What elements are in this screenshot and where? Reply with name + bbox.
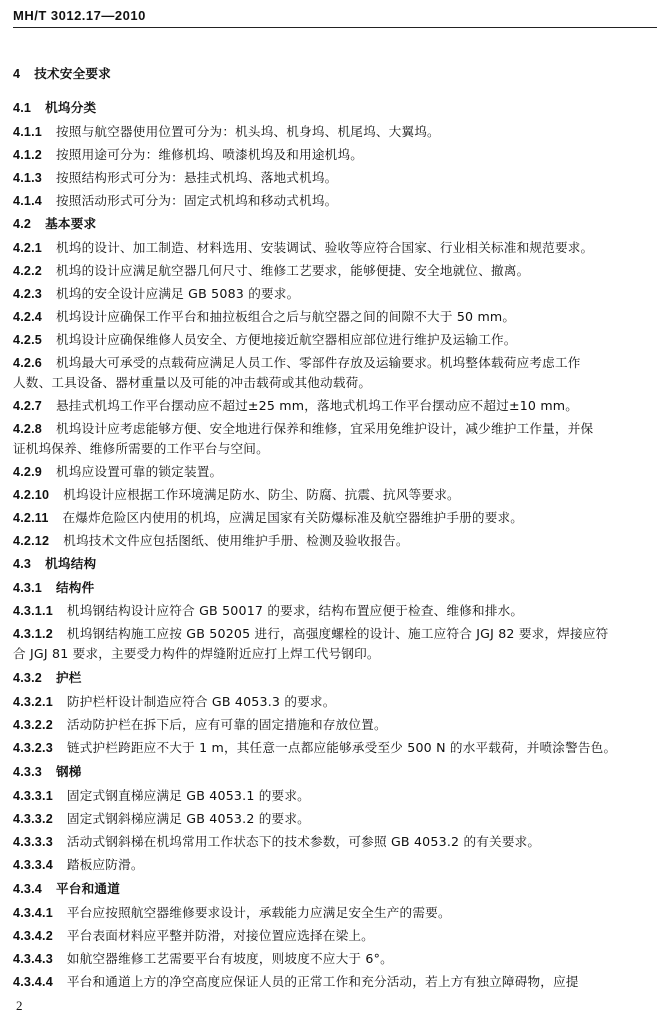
clause-text: 按照用途可分为：维修机坞、喷漆机坞及和用途机坞。 bbox=[56, 147, 364, 162]
clause-text: 机坞的设计、加工制造、材料选用、安装调试、验收等应符合国家、行业相关标准和规范要求。 bbox=[56, 240, 594, 255]
section-heading bbox=[13, 881, 658, 897]
clause-text: 机坞设计应考虑能够方便、安全地进行保养和维修，宜采用免维护设计，减少维护工作量，并保 bbox=[56, 421, 594, 436]
section-heading bbox=[13, 670, 658, 686]
clause-line bbox=[13, 332, 658, 348]
clause-line bbox=[13, 834, 658, 850]
clause-text: 机坞分类 bbox=[45, 100, 97, 115]
clause-text: 活动式钢斜梯在机坞常用工作状态下的技术参数，可参照 GB 4053.2 的有关要求。 bbox=[66, 834, 541, 849]
page-number: 2 bbox=[16, 998, 23, 1013]
clause-text: 链式护栏跨距应不大于 1 m，其任意一点都应能够承受至少 500 N 的水平载荷，并喷涂警告色。 bbox=[66, 740, 617, 755]
clause-text: 人数、工具设备、器材重量以及可能的冲击载荷或其他动载荷。 bbox=[13, 375, 372, 390]
clause-line bbox=[13, 464, 658, 480]
clause-number: 4.3.3.4 bbox=[13, 858, 53, 872]
clause-number: 4.3.4.4 bbox=[13, 975, 53, 989]
clause-number: 4.2.1 bbox=[13, 241, 43, 255]
clause-text: 如航空器维修工艺需要平台有坡度，则坡度不应大于 6°。 bbox=[66, 951, 393, 966]
clause-line bbox=[13, 240, 658, 256]
clause-number: 4.2 bbox=[13, 217, 32, 231]
clause-text: 平台应按照航空器维修要求设计，承载能力应满足安全生产的需要。 bbox=[66, 905, 451, 920]
clause-text: 机坞钢结构设计应符合 GB 50017 的要求，结构布置应便于检查、维修和排水。 bbox=[66, 603, 524, 618]
clause-text: 踏板应防滑。 bbox=[66, 857, 144, 872]
clause-text: 机坞的安全设计应满足 GB 5083 的要求。 bbox=[56, 286, 300, 301]
clause-text: 证机坞保养、维修所需要的工作平台与空间。 bbox=[13, 441, 269, 456]
clause-number: 4.3.1.2 bbox=[13, 627, 53, 641]
clause-line bbox=[13, 905, 658, 921]
clause-line bbox=[13, 421, 658, 437]
section-heading bbox=[13, 580, 658, 596]
clause-number: 4.3.3.2 bbox=[13, 812, 53, 826]
clause-text: 机坞钢结构施工应按 GB 50205 进行，高强度螺栓的设计、施工应符合 JGJ 82 要求，焊接应符 bbox=[66, 626, 609, 641]
clause-number: 4.3.3 bbox=[13, 765, 43, 779]
clause-line bbox=[13, 355, 658, 371]
clause-number: 4.3.1.1 bbox=[13, 604, 53, 618]
clause-text: 平台和通道上方的净空高度应保证人员的正常工作和充分活动，若上方有独立障碍物，应提 bbox=[66, 974, 579, 989]
clause-number: 4.2.3 bbox=[13, 287, 43, 301]
clause-line bbox=[13, 788, 658, 804]
clause-text: 合 JGJ 81 要求，主要受力构件的焊缝附近应打上焊工代号钢印。 bbox=[13, 646, 380, 661]
clause-line bbox=[13, 124, 658, 140]
clause-number: 4.3.2.3 bbox=[13, 741, 53, 755]
clause-number: 4.3.3.1 bbox=[13, 789, 53, 803]
section-heading bbox=[13, 66, 658, 82]
clause-line bbox=[13, 263, 658, 279]
section-heading bbox=[13, 764, 658, 780]
clause-text: 悬挂式机坞工作平台摆动应不超过±25 mm，落地式机坞工作平台摆动应不超过±10 mm。 bbox=[56, 398, 579, 413]
clause-text: 护栏 bbox=[56, 670, 82, 685]
clause-text: 固定式钢直梯应满足 GB 4053.1 的要求。 bbox=[66, 788, 310, 803]
clause-number: 4.3.4.1 bbox=[13, 906, 53, 920]
clause-text: 机坞技术文件应包括图纸、使用维护手册、检测及验收报告。 bbox=[63, 533, 409, 548]
clause-text: 机坞设计应根据工作环境满足防水、防尘、防腐、抗震、抗风等要求。 bbox=[63, 487, 460, 502]
clause-line bbox=[13, 510, 658, 526]
clause-line bbox=[13, 857, 658, 873]
clause-text: 机坞应设置可靠的锁定装置。 bbox=[56, 464, 223, 479]
clause-text: 技术安全要求 bbox=[34, 66, 111, 81]
clause-text: 结构件 bbox=[56, 580, 95, 595]
clause-text: 按照活动形式可分为：固定式机坞和移动式机坞。 bbox=[56, 193, 338, 208]
clause-number: 4.2.12 bbox=[13, 534, 50, 548]
clause-number: 4.2.8 bbox=[13, 422, 43, 436]
clause-line bbox=[13, 646, 658, 662]
clause-number: 4.2.7 bbox=[13, 399, 43, 413]
clause-line bbox=[13, 170, 658, 186]
clause-line bbox=[13, 487, 658, 503]
clause-number: 4.3.4 bbox=[13, 882, 43, 896]
clause-number: 4.1.4 bbox=[13, 194, 43, 208]
clause-number: 4.1.2 bbox=[13, 148, 43, 162]
clause-line bbox=[13, 974, 658, 990]
clause-text: 机坞设计应确保工作平台和抽拉板组合之后与航空器之间的间隙不大于 50 mm。 bbox=[56, 309, 516, 324]
clause-text: 基本要求 bbox=[45, 216, 97, 231]
section-heading bbox=[13, 556, 658, 572]
header-rule bbox=[13, 27, 657, 28]
clause-line bbox=[13, 375, 658, 391]
clause-line bbox=[13, 740, 658, 756]
clause-text: 按照与航空器使用位置可分为：机头坞、机身坞、机尾坞、大翼坞。 bbox=[56, 124, 440, 139]
clause-line bbox=[13, 309, 658, 325]
clause-text: 活动防护栏在拆下后，应有可靠的固定措施和存放位置。 bbox=[66, 717, 387, 732]
clause-number: 4.3.2.2 bbox=[13, 718, 53, 732]
clause-line bbox=[13, 398, 658, 414]
clause-number: 4.1.1 bbox=[13, 125, 43, 139]
clause-number: 4.3.3.3 bbox=[13, 835, 53, 849]
clause-number: 4 bbox=[13, 67, 21, 81]
clause-text: 机坞的设计应满足航空器几何尺寸、维修工艺要求，能够便捷、安全地就位、撤离。 bbox=[56, 263, 530, 278]
section-heading bbox=[13, 100, 658, 116]
clause-number: 4.3.4.2 bbox=[13, 929, 53, 943]
clause-text: 平台和通道 bbox=[56, 881, 120, 896]
clause-number: 4.1 bbox=[13, 101, 32, 115]
clause-line bbox=[13, 286, 658, 302]
clause-text: 防护栏杆设计制造应符合 GB 4053.3 的要求。 bbox=[66, 694, 336, 709]
clause-number: 4.2.6 bbox=[13, 356, 43, 370]
clause-number: 4.2.4 bbox=[13, 310, 43, 324]
clause-line bbox=[13, 811, 658, 827]
clause-text: 钢梯 bbox=[56, 764, 82, 779]
clause-line bbox=[13, 928, 658, 944]
clause-line bbox=[13, 694, 658, 710]
clause-text: 机坞设计应确保维修人员安全、方便地接近航空器相应部位进行维护及运输工作。 bbox=[56, 332, 517, 347]
clause-number: 4.2.9 bbox=[13, 465, 43, 479]
clause-number: 4.2.5 bbox=[13, 333, 43, 347]
clause-number: 4.3.1 bbox=[13, 581, 43, 595]
clause-line bbox=[13, 147, 658, 163]
clause-number: 4.3.4.3 bbox=[13, 952, 53, 966]
clause-number: 4.2.10 bbox=[13, 488, 50, 502]
clause-line bbox=[13, 717, 658, 733]
clause-number: 4.3 bbox=[13, 557, 32, 571]
clause-text: 平台表面材料应平整并防滑，对接位置应选择在梁上。 bbox=[66, 928, 374, 943]
clause-text: 机坞最大可承受的点载荷应满足人员工作、零部件存放及运输要求。机坞整体载荷应考虑工作 bbox=[56, 355, 581, 370]
clause-text: 机坞结构 bbox=[45, 556, 97, 571]
clause-text: 固定式钢斜梯应满足 GB 4053.2 的要求。 bbox=[66, 811, 310, 826]
section-heading bbox=[13, 216, 658, 232]
clause-line bbox=[13, 193, 658, 209]
clause-line bbox=[13, 603, 658, 619]
clause-number: 4.1.3 bbox=[13, 171, 43, 185]
clause-line bbox=[13, 533, 658, 549]
clause-number: 4.2.11 bbox=[13, 511, 49, 525]
standard-code: MH/T 3012.17—2010 bbox=[13, 8, 146, 23]
clause-line bbox=[13, 626, 658, 642]
clause-number: 4.3.2.1 bbox=[13, 695, 53, 709]
clause-text: 按照结构形式可分为：悬挂式机坞、落地式机坞。 bbox=[56, 170, 338, 185]
clause-number: 4.2.2 bbox=[13, 264, 43, 278]
clause-line bbox=[13, 951, 658, 967]
clause-line bbox=[13, 441, 658, 457]
clause-number: 4.3.2 bbox=[13, 671, 43, 685]
clause-text: 在爆炸危险区内使用的机坞，应满足国家有关防爆标准及航空器维护手册的要求。 bbox=[62, 510, 524, 525]
